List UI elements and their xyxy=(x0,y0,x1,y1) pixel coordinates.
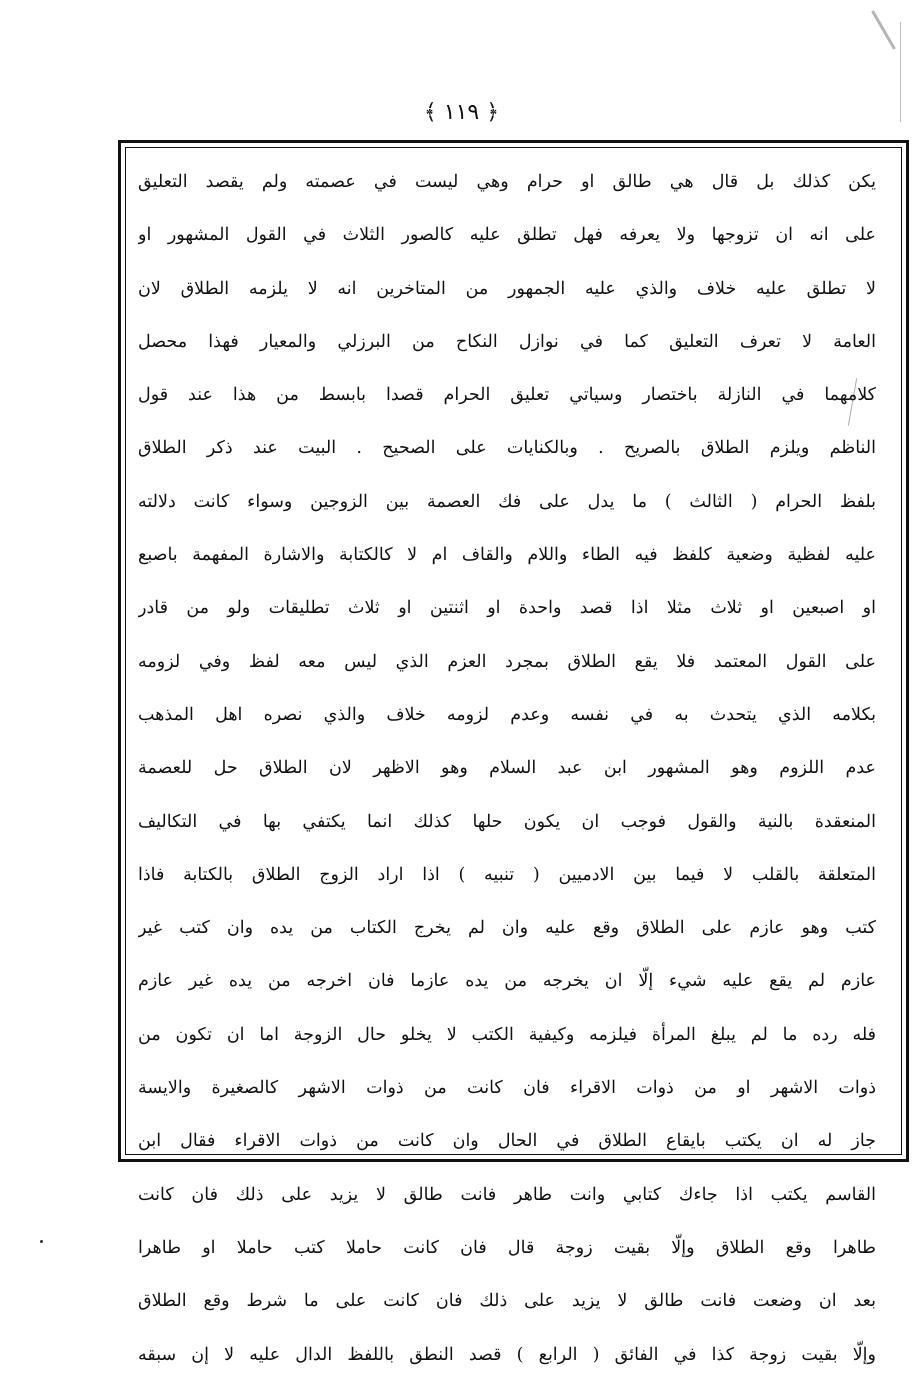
text-line: الناظم ويلزم الطلاق بالصريح . وبالكنايات على الصحيح . البيت عند ذكر الطلاق xyxy=(138,438,876,459)
text-line: المنعقدة بالنية والقول فوجب ان يكون حلها كذلك انما يكتفي بها في التكاليف xyxy=(138,811,876,832)
text-line: بكلامه الذي يتحدث به في نفسه وعدم لزومه خلاف والذي نصره اهل المذهب xyxy=(138,704,876,725)
text-line: عليه لفظية وضعية كلفظ فيه الطاء واللام والقاف ام لا كالكتابة والاشارة المفهمة باصبع xyxy=(138,545,876,566)
text-line: وإلّا بقيت زوجة كذا في الفائق ( الرابع ) قصد النطق باللفظ الدال عليه لا إن سبقه xyxy=(138,1344,876,1365)
text-line: جاز له ان يكتب بايقاع الطلاق في الحال وان كانت من ذوات الاقراء فقال ابن xyxy=(138,1131,876,1152)
page-number: ﴿ ١١٩ ﴾ xyxy=(423,100,500,125)
text-line: كتب وهو عازم على الطلاق وقع عليه وان لم يخرج الكتاب من يده وان كتب غير xyxy=(138,918,876,939)
text-line: المتعلقة بالقلب لا فيما بين الادميين ( تنبيه ) اذا اراد الزوج الطلاق بالكتابة فاذا xyxy=(138,864,876,885)
text-line: القاسم يكتب اذا جاءك كتابي وانت طاهر فانت طالق لا يزيد على ذلك فان كانت xyxy=(138,1184,876,1205)
text-line: لا تطلق عليه خلاف والذي عليه الجمهور من المتاخرين انه لا يلزمه الطلاق لان xyxy=(138,278,876,299)
text-line: على انه ان تزوجها ولا يعرفه فهل تطلق عليه كالصور الثلاث في القول المشهور او xyxy=(138,225,876,246)
text-line: العامة لا تعرف التعليق كما في نوازل النكاح من البرزلي والمعيار فهذا محصل xyxy=(138,331,876,352)
text-line: بلفظ الحرام ( الثالث ) ما يدل على فك العصمة بين الزوجين وسواء كانت دلالته xyxy=(138,491,876,512)
scan-dot xyxy=(40,1240,43,1243)
text-line: بعد ان وضعت فانت طالق لا يزيد على ذلك فان كانت على ما شرط وقع الطلاق xyxy=(138,1291,876,1312)
text-line: كلامهما في النازلة باختصار وسياتي تعليق الحرام قصدا بابسط من هذا عند قول xyxy=(138,385,876,406)
scan-mark xyxy=(871,10,896,50)
text-line: او اصبعين او ثلاث مثلا اذا قصد واحدة او اثنتين او ثلاث تطليقات ولو من قادر xyxy=(138,598,876,619)
text-line: عازم لم يقع عليه شيء إلّا ان يخرجه من يده عازما فان اخرجه من يده غير عازم xyxy=(138,971,876,992)
text-body xyxy=(138,156,876,1382)
text-line: ذوات الاشهر او من ذوات الاقراء فان كانت من ذوات الاشهر كالصغيرة والايسة xyxy=(138,1078,876,1099)
text-line: على القول المعتمد فلا يقع الطلاق بمجرد العزم الذي ليس معه لفظ وفي لزومه xyxy=(138,651,876,672)
text-line: فله رده ما لم يبلغ المرأة فيلزمه وكيفية الكتب لا يخلو حال الزوجة اما ان تكون من xyxy=(138,1024,876,1045)
text-line: يكن كذلك بل قال هي طالق او حرام وهي ليست في عصمته ولم يقصد التعليق xyxy=(138,172,876,192)
text-line: عدم اللزوم وهو المشهور ابن عبد السلام وهو الاظهر لان الطلاق حل للعصمة xyxy=(138,758,876,779)
text-line: طاهرا وقع الطلاق وإلّا بقيت زوجة قال فان كانت حاملا كتب حاملا او طاهرا xyxy=(138,1237,876,1258)
